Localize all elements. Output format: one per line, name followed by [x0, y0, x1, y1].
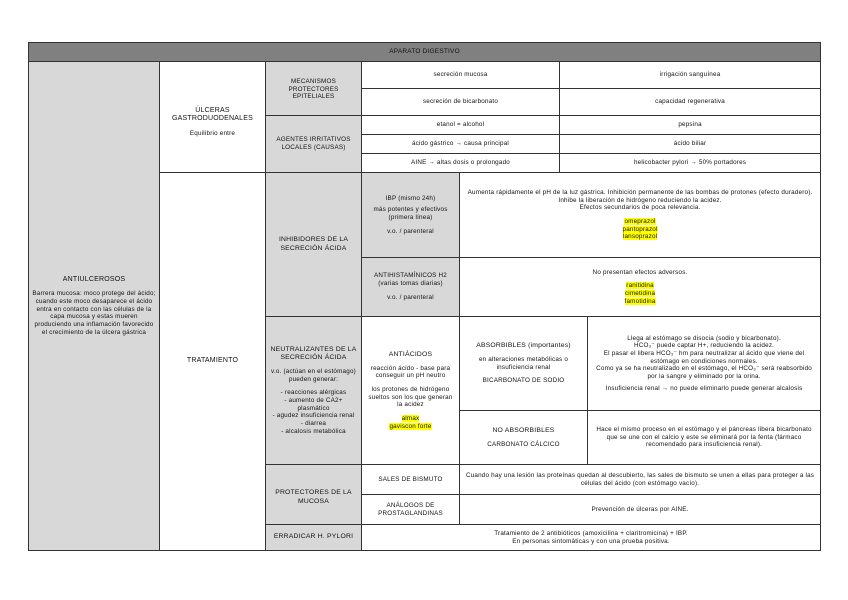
ibp-name: IBP (mismo 24h): [385, 194, 436, 202]
absorbibles-warning: Insuficiencia renal → no puede eliminarlo puede generar alcalosis: [605, 384, 803, 392]
no-absorbibles-compound: CARBONATO CÁLCICO: [487, 440, 560, 448]
drug-pantoprazol: pantoprazol: [622, 225, 658, 233]
antiacidos-cell: [362, 317, 460, 465]
antiacidos-heading: ANTIÁCIDOS: [388, 350, 433, 358]
sales-bismuto-description: Cuando hay una lesión las proteínas quedan al descubierto, las sales de bismuto se unen a ellas para proteger a las células del ácido (con estómago vacío).: [460, 465, 821, 495]
drug-cimetidina: cimetidina: [624, 290, 656, 297]
antihistaminicos-via: v.o. / parenteral: [387, 293, 434, 301]
no-absorbibles-cell: [460, 411, 588, 465]
ulceras-subheading: Equilibrio entre: [189, 129, 236, 137]
neutralizantes-via: v.o. (actúan en el estómago) pueden generar:: [271, 368, 356, 383]
antiulcerosos-description: Barrera mucosa: moco protege del ácido; cuando este moco desaparece el ácido entra en contacto con las células de la capa mucosa y estas mueren produciendo una inflamación favorecido el crecimiento de la úlcera gástrica: [32, 290, 156, 336]
agente-item: etanol = alcohol: [362, 116, 560, 135]
drug-gaviscon: gaviscon forte: [389, 422, 432, 430]
neutralizantes-cell: [266, 317, 362, 465]
sales-bismuto-name: SALES DE BISMUTO: [362, 465, 460, 495]
digestive-system-table: [28, 42, 821, 551]
no-absorbibles-heading: NO ABSORBIBLES: [492, 426, 555, 434]
drug-almax: almax: [401, 415, 420, 423]
no-absorbibles-description: Hace el mismo proceso en el estómago y el páncreas libera bicarbonato que se une con el calcio y este se eliminará por la fenta (fármaco recomendado para insuficiencia renal).: [588, 411, 821, 465]
drug-omeprazol: omeprazol: [624, 218, 656, 225]
agente-item: pepsina: [560, 116, 821, 135]
effect-item: - alcalosis metabólica: [281, 427, 346, 435]
ibp-description-line: Inhibe la liberación de hidrógeno reduciendo la acidez.: [558, 196, 722, 204]
ulceras-heading: ÚLCERAS GASTRODUODENALES: [172, 106, 253, 123]
antiacidos-note: los protones de hidrógeno sueltos son los que generan la acidez: [368, 386, 453, 409]
absorbibles-line: El pasar el libera HCO₃⁻ hm para neutralizar al ácido que viene del estómago en condiciones normales.: [603, 349, 805, 365]
erradicar-line: Tratamiento de 2 antibióticos (amoxicilina + claritromicina) + IBP.: [494, 529, 688, 537]
drug-lansoprazol: lansoprazol: [622, 233, 658, 241]
antiulcerosos-cell: [29, 62, 160, 551]
erradicar-label: ERRADICAR H. PYLORI: [266, 525, 362, 551]
prostaglandinas-name: ANÁLOGOS DE PROSTAGLANDINAS: [362, 495, 460, 525]
erradicar-description: [362, 525, 821, 551]
agentes-label: AGENTES IRRITATIVOS LOCALES (CAUSAS): [266, 116, 362, 173]
effect-item: - reacciones alérgicas: [280, 389, 347, 397]
document-page: [28, 42, 820, 551]
protector-item: irrigación sanguínea: [560, 62, 821, 89]
absorbibles-line: Llega al estómago se disocia (sodio y bicarbonato).: [627, 334, 781, 342]
prostaglandinas-description: Prevención de úlceras por AINE.: [460, 495, 821, 525]
ibp-cell: [362, 173, 460, 258]
agente-item: ácido biliar: [560, 135, 821, 154]
absorbibles-description: [588, 317, 821, 411]
absorbibles-line: HCO₃⁻ puede captar H+, reduciendo la acidez.: [633, 342, 775, 350]
agente-item: AINE → altas dosis o prolongado: [362, 154, 560, 173]
antiulcerosos-heading: ANTIULCEROSOS: [62, 275, 126, 283]
antihistaminicos-cell: [362, 258, 460, 317]
absorbibles-note: en alteraciones metabólicas o insuficiencia renal: [478, 356, 569, 371]
antihistaminicos-description: [460, 258, 821, 317]
protector-item: secreción mucosa: [362, 62, 560, 89]
ibp-extra: más potentes y efectivos (primera línea): [373, 206, 448, 221]
table-title: APARATO DIGESTIVO: [29, 43, 821, 62]
protector-item: secreción de bicarbonato: [362, 89, 560, 116]
erradicar-line: En personas sintomáticas y con una prueba positiva.: [512, 537, 670, 545]
inhibidores-label: INHIBIDORES DE LA SECRECIÓN ÁCIDA: [266, 173, 362, 317]
antihistaminicos-name: ANTIHISTAMÍNICOS H2 (varias tomas diarias): [374, 272, 447, 288]
protectores-label: MECANISMOS PROTECTORES EPITELIALES: [266, 62, 362, 116]
effect-item: - diarrea: [300, 420, 327, 428]
agente-item: helicobacter pylori → 50% portadores: [560, 154, 821, 173]
absorbibles-compound: BICARBONATO DE SODIO: [482, 377, 565, 385]
absorbibles-line: Como ya se ha neutralizado en el estómago, el HCO₃⁻ será reabsorbido por la sangre y eliminado por la orina.: [596, 365, 812, 380]
tratamiento-cell: TRATAMIENTO: [160, 173, 266, 551]
drug-famotidina: famotidina: [624, 297, 656, 305]
ibp-description-line: Aumenta rápidamente el pH de la luz gástrica. Inhibición permanente de las bombas de protones (efecto duradero).: [467, 188, 813, 196]
agente-item: ácido gástrico → causa principal: [362, 135, 560, 154]
protectores-mucosa-label: PROTECTORES DE LA MUCOSA: [266, 465, 362, 525]
absorbibles-cell: [460, 317, 588, 411]
drug-ranitidina: ranitidina: [626, 282, 654, 290]
protector-item: capacidad regenerativa: [560, 89, 821, 116]
absorbibles-heading: ABSORBIBLES (importantes): [476, 341, 571, 349]
antihistaminicos-text: No presentan efectos adversos.: [592, 268, 688, 276]
effect-item: - aumento de CA2+ plasmático: [284, 397, 343, 412]
ulceras-cell: [160, 62, 266, 173]
ibp-description-line: Efectos secundarios de poca relevancia.: [579, 204, 701, 212]
neutralizantes-label: NEUTRALIZANTES DE LA SECRECIÓN ÁCIDA: [270, 345, 357, 361]
antiacidos-reaction: reacción ácido - base para conseguir un pH neutro: [370, 364, 451, 380]
ibp-description: [460, 173, 821, 258]
ibp-via: v.o. / parenteral: [387, 227, 434, 235]
effect-item: - agudez insuficiencia renal: [272, 412, 355, 420]
